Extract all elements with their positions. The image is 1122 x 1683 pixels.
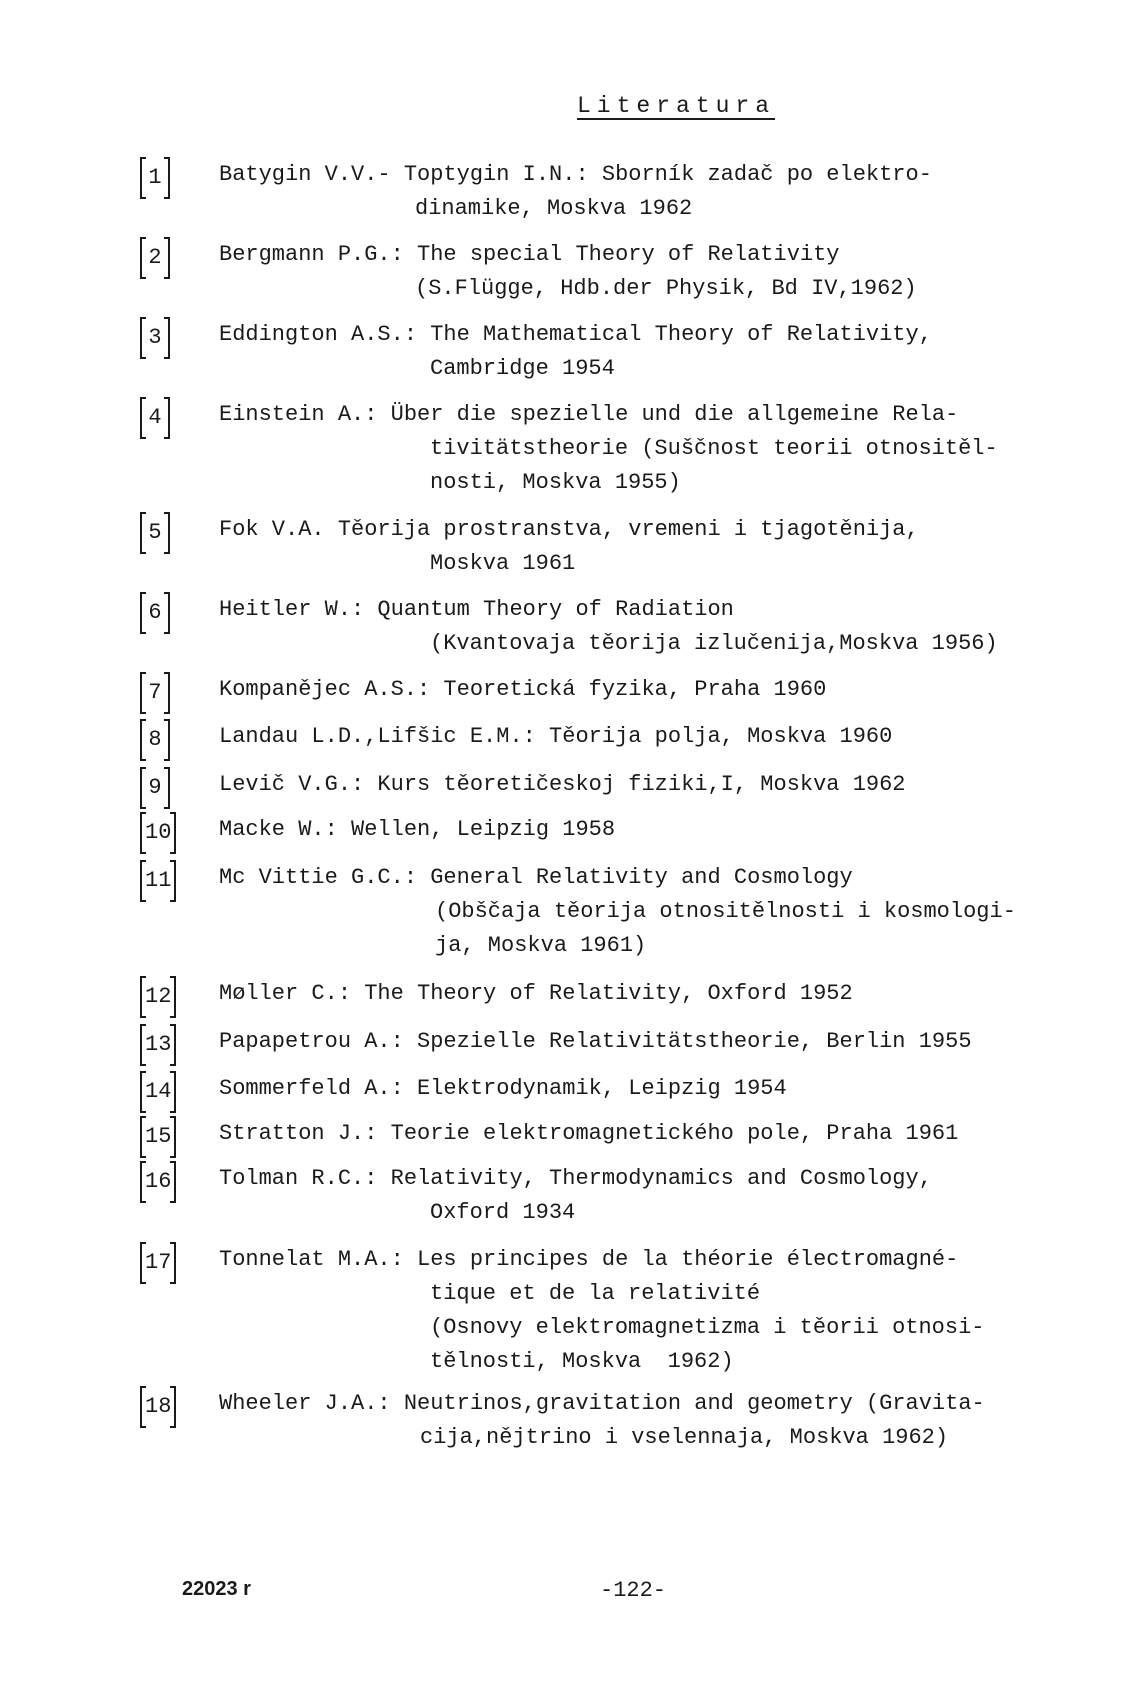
entry-text: Fok V.A. Těorija prostranstva, vremeni i tjagotěnija, [219, 517, 919, 542]
page-number: -122- [600, 1578, 667, 1603]
entry-text: Macke W.: Wellen, Leipzig 1958 [219, 817, 616, 842]
entry-text: Mc Vittie G.C.: General Relativity and Cosmology [219, 865, 853, 890]
entry-number: 11 [140, 860, 176, 902]
entry-text: Heitler W.: Quantum Theory of Radiation [219, 597, 734, 622]
entry-continuation: Moskva 1961 [430, 551, 576, 576]
entry-text: Møller C.: The Theory of Relativity, Oxford 1952 [219, 981, 853, 1006]
entry-text: Kompaněјec A.S.: Teoretická fyzika, Praha 1960 [219, 677, 827, 702]
entry-text: Eddington A.S.: The Mathematical Theory of Relativity, [219, 322, 932, 347]
entry-continuation: (Kvantovaja těorija izlučenija,Moskva 1956) [430, 631, 998, 656]
entry-number: 9 [140, 767, 170, 809]
entry-continuation: nosti, Moskva 1955) [430, 470, 681, 495]
entry-continuation: (Osnovy elektromagnetizma i těorii otnosi- [430, 1315, 985, 1340]
entry-continuation: Cambridge 1954 [430, 356, 615, 381]
entry-number: 17 [140, 1242, 176, 1284]
entry-number: 1 [140, 157, 170, 199]
entry-text: Tolman R.C.: Relativity, Thermodynamics and Cosmology, [219, 1166, 932, 1191]
entry-continuation: dinamike, Moskva 1962 [415, 196, 693, 221]
entry-number: 15 [140, 1116, 176, 1158]
entry-continuation: cija,nějtrino i vselennaja, Moskva 1962) [420, 1425, 949, 1450]
entry-text: Sommerfeld A.: Elektrodynamik, Leipzig 1954 [219, 1076, 787, 1101]
page-title: Literatura [576, 93, 776, 119]
entry-continuation: (Obščaja těorija otnositělnosti i kosmologi- [435, 899, 1016, 924]
entry-continuation: Oxford 1934 [430, 1200, 576, 1225]
entry-text: Papapetrou A.: Spezielle Relativitätstheorie, Berlin 1955 [219, 1029, 972, 1054]
entry-continuation: (S.Flügge, Hdb.der Physik, Bd IV,1962) [415, 276, 917, 301]
entry-number: 10 [140, 812, 176, 854]
entry-number: 4 [140, 397, 170, 439]
entry-number: 14 [140, 1071, 176, 1113]
entry-number: 18 [140, 1386, 176, 1428]
entry-number: 2 [140, 237, 170, 279]
entry-text: Batygin V.V.- Toptygin I.N.: Sborník zadač po elektro- [219, 162, 932, 187]
entry-text: Landau L.D.,Lifšic E.M.: Těorija polja, Moskva 1960 [219, 724, 893, 749]
entry-text: Einstein A.: Über die spezielle und die allgemeine Rela- [219, 402, 959, 427]
entry-continuation: tique et de la relativité [430, 1281, 761, 1306]
entry-continuation: ja, Moskva 1961) [435, 933, 647, 958]
print-code: 22023 r [182, 1578, 251, 1600]
entry-text: Stratton J.: Teorie elektromagnetického pole, Praha 1961 [219, 1121, 959, 1146]
entry-number: 3 [140, 317, 170, 359]
entry-number: 8 [140, 719, 170, 761]
entry-number: 16 [140, 1161, 176, 1203]
entry-number: 7 [140, 672, 170, 714]
entry-number: 5 [140, 512, 170, 554]
entry-text: Levič V.G.: Kurs těoretičeskoj fiziki,I, Moskva 1962 [219, 772, 906, 797]
entry-text: Bergmann P.G.: The special Theory of Relativity [219, 242, 840, 267]
entry-text: Wheeler J.A.: Neutrinos,gravitation and geometry (Gravita- [219, 1391, 985, 1416]
entry-text: Tonnelat M.A.: Les principes de la théorie électromagné- [219, 1247, 959, 1272]
entry-number: 6 [140, 592, 170, 634]
entry-number: 12 [140, 976, 176, 1018]
entry-continuation: tělnosti, Moskva 1962) [430, 1349, 734, 1374]
entry-continuation: tivitätstheorie (Suščnost teorii otnositěl- [430, 436, 998, 461]
entry-number: 13 [140, 1024, 176, 1066]
